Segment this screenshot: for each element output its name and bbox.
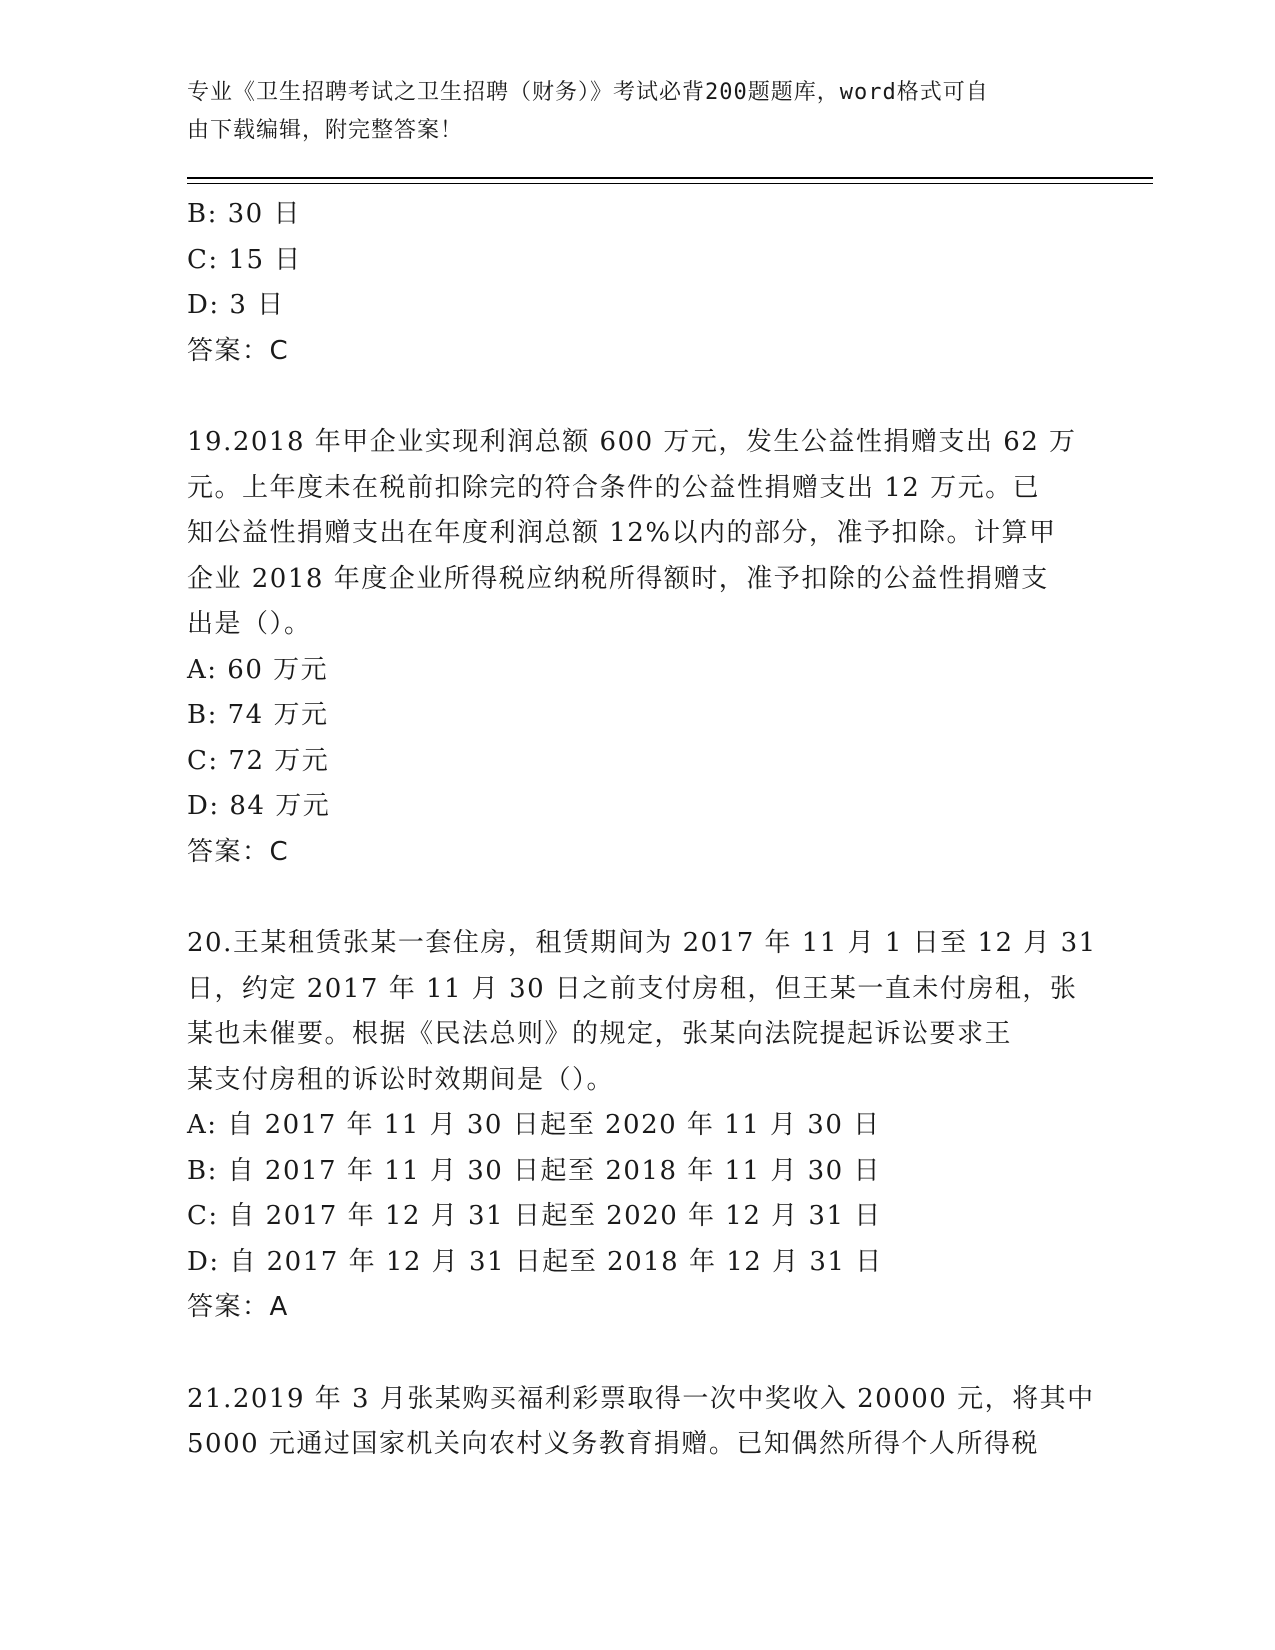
option-b: B: 30 日 <box>187 199 301 229</box>
question-stem-line: 元。上年度未在税前扣除完的符合条件的公益性捐赠支出 12 万元。已 <box>187 472 1041 503</box>
option-b: B: 74 万元 <box>187 700 329 730</box>
question-block-20 <box>187 921 1097 1331</box>
spacer <box>187 1331 1087 1377</box>
option-c: C: 72 万元 <box>187 745 330 776</box>
header-line: 由下载编辑，附完整答案！ <box>187 118 464 143</box>
question-stem-line: 某支付房租的诉讼时效期间是（）。 <box>187 1064 615 1095</box>
question-block-21 <box>187 1377 1095 1468</box>
question-stem-line: 20.王某租赁张某一套住房，租赁期间为 2017 年 11 月 1 日至 12 月 31 <box>187 928 1097 958</box>
question-stem-line: 日，约定 2017 年 11 月 30 日之前支付房租，但王某一直未付房租，张 <box>187 973 1078 1004</box>
option-d: D: 自 2017 年 12 月 31 日起至 2018 年 12 月 31 日 <box>187 1246 883 1277</box>
question-stem-line: 19.2018 年甲企业实现利润总额 600 万元，发生公益性捐赠支出 62 万 <box>187 427 1077 457</box>
document-header <box>187 74 1067 150</box>
option-b: B: 自 2017 年 11 月 30 日起至 2018 年 11 月 30 日 <box>187 1155 881 1186</box>
question-stem-line: 知公益性捐赠支出在年度利润总额 12%以内的部分，准予扣除。计算甲 <box>187 518 1057 548</box>
option-a: A: 自 2017 年 11 月 30 日起至 2020 年 11 月 30 日 <box>187 1110 881 1140</box>
question-stem-line: 某也未催要。根据《民法总则》的规定，张某向法院提起诉讼要求王 <box>187 1019 1013 1049</box>
question-block-prev <box>187 192 1087 374</box>
header-line: 专业《卫生招聘考试之卫生招聘（财务）》考试必背200题题库，word格式可自 <box>187 80 989 105</box>
question-stem-line: 21.2019 年 3 月张某购买福利彩票取得一次中奖收入 20000 元，将其中 <box>187 1383 1095 1414</box>
spacer <box>187 374 1087 420</box>
option-a: A: 60 万元 <box>187 654 329 685</box>
question-stem-line: 企业 2018 年度企业所得税应纳税所得额时，准予扣除的公益性捐赠支 <box>187 563 1049 594</box>
option-d: D: 84 万元 <box>187 791 331 821</box>
header-rule-thin <box>187 183 1153 184</box>
question-stem-line: 出是（）。 <box>187 609 312 639</box>
question-block-19 <box>187 420 1087 875</box>
document-body <box>187 192 1097 1468</box>
answer-line: 答案：C <box>187 335 290 366</box>
answer-line: 答案：C <box>187 836 290 867</box>
option-c: C: 15 日 <box>187 244 302 275</box>
question-stem-line: 5000 元通过国家机关向农村义务教育捐赠。已知偶然所得个人所得税 <box>187 1429 1039 1459</box>
spacer <box>187 875 1087 921</box>
answer-line: 答案：A <box>187 1292 289 1322</box>
option-d: D: 3 日 <box>187 290 285 320</box>
header-rule-thick <box>187 177 1153 179</box>
option-c: C: 自 2017 年 12 月 31 日起至 2020 年 12 月 31 日 <box>187 1201 882 1231</box>
